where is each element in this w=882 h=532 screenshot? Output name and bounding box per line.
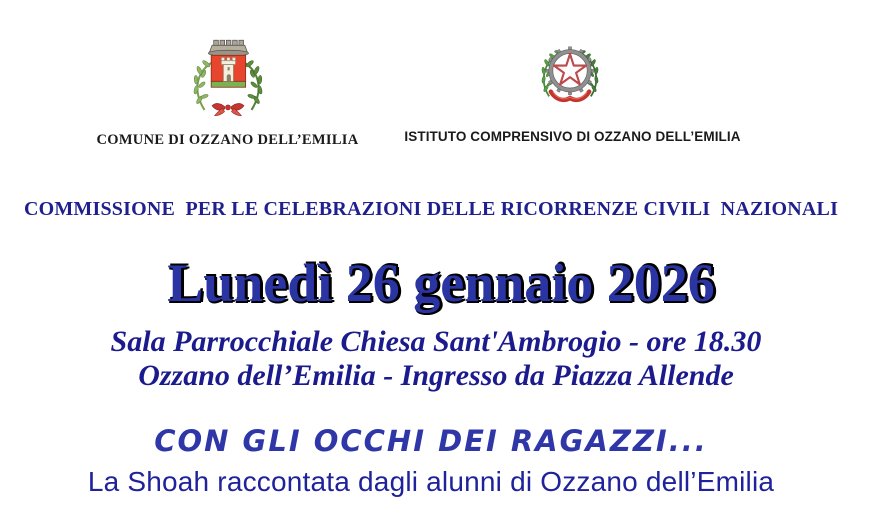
- istituto-caption: ISTITUTO COMPRENSIVO DI OZZANO DELL’EMILIA: [404, 129, 741, 144]
- event-date-title: Lunedì 26 gennaio 2026: [167, 253, 715, 313]
- italian-republic-emblem-icon: [530, 32, 610, 116]
- ozzano-coat-of-arms-icon: [186, 36, 270, 120]
- event-venue-time: Sala Parrocchiale Chiesa Sant'Ambrogio - ore 18.30: [110, 325, 762, 358]
- event-address: Ozzano dell’Emilia - Ingresso da Piazza Allende: [138, 359, 734, 392]
- event-title: CON GLI OCCHI DEI RAGAZZI...: [154, 424, 708, 458]
- shield-icon: [211, 55, 245, 87]
- event-subtitle: La Shoah raccontata dagli alunni di Ozzano dell’Emilia: [87, 466, 775, 497]
- commission-heading: COMMISSIONE PER LE CELEBRAZIONI DELLE RICORRENZE CIVILI NAZIONALI: [23, 198, 839, 220]
- mural-crown-icon: [208, 40, 248, 56]
- ribbon-icon: [212, 103, 244, 115]
- comune-caption: COMUNE DI OZZANO DELL’EMILIA: [96, 132, 359, 148]
